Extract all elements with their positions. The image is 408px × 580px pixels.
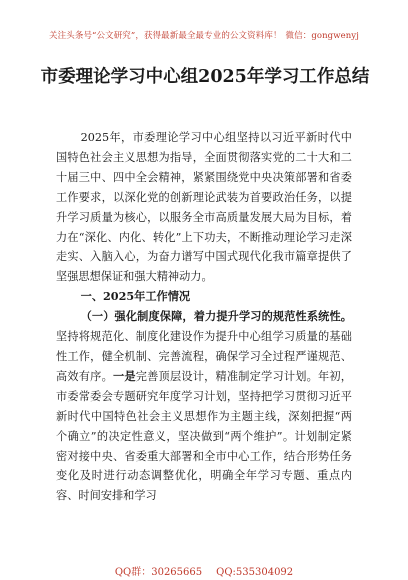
document-title: 市委理论学习中心组2025年学习工作总结 <box>40 67 370 87</box>
intro-paragraph: 2025年，市委理论学习中心组坚持以习近平新时代中国特色社会主义思想为指导，全面贯彻落实党的二十大和二十届三中、四中全会精神，紧紧围绕党中央决策部署和省委工作要求，以深化党的创新理论武装为首要政治任务，以提升学习质量为核心，以服务全市高质量发展大局为目标，着力在“深化、内化、转化”上下功夫，不断推动理论学习走深走实、入脑入心，为奋力谱写中国式现代化我市篇章提供了坚强思想保证和强大精神动力。 <box>56 131 352 284</box>
point-lead-1: 一是 <box>112 368 136 383</box>
subsection-heading-1: （一）强化制度保障，着力提升学习的规范性系统性。 <box>80 309 352 324</box>
footer-qq: QQ:535304092 <box>216 567 294 578</box>
point-text-1: 完善顶层设计，精准制定学习计划。年初，市委常委会专题研究年度学习计划，坚持把学习贯彻习近平新时代中国特色社会主义思想作为主题主线，深刻把握“两个确立”的决定性意义，坚决做到“两个维护”。计划制定紧密对接中央、省委重大部署和全市中心工作，结合形势任务变化及时进行动态调整优化，明确全年学习专题、重点内容、时间安排和学习 <box>56 369 352 503</box>
header-banner <box>0 29 408 41</box>
document-body <box>56 128 352 506</box>
header-contact: 微信：gongwenyj <box>285 31 359 41</box>
section-heading-1: 一、2025年工作情况 <box>80 289 191 304</box>
footer-contact <box>0 563 408 578</box>
header-notice: 关注头条号“公文研究”，获得最新最全最专业的公文资料库！ <box>49 31 282 41</box>
footer-qq-group: QQ群：30265665 <box>114 567 203 578</box>
subsection-text-1: 坚持将规范化、制度化建设作为提升中心组学习质量的基础性工作，健全机制、完善流程，确保学习全过程严谨规范、高效有序。 <box>56 330 352 383</box>
subsection-paragraph-1 <box>56 307 352 506</box>
